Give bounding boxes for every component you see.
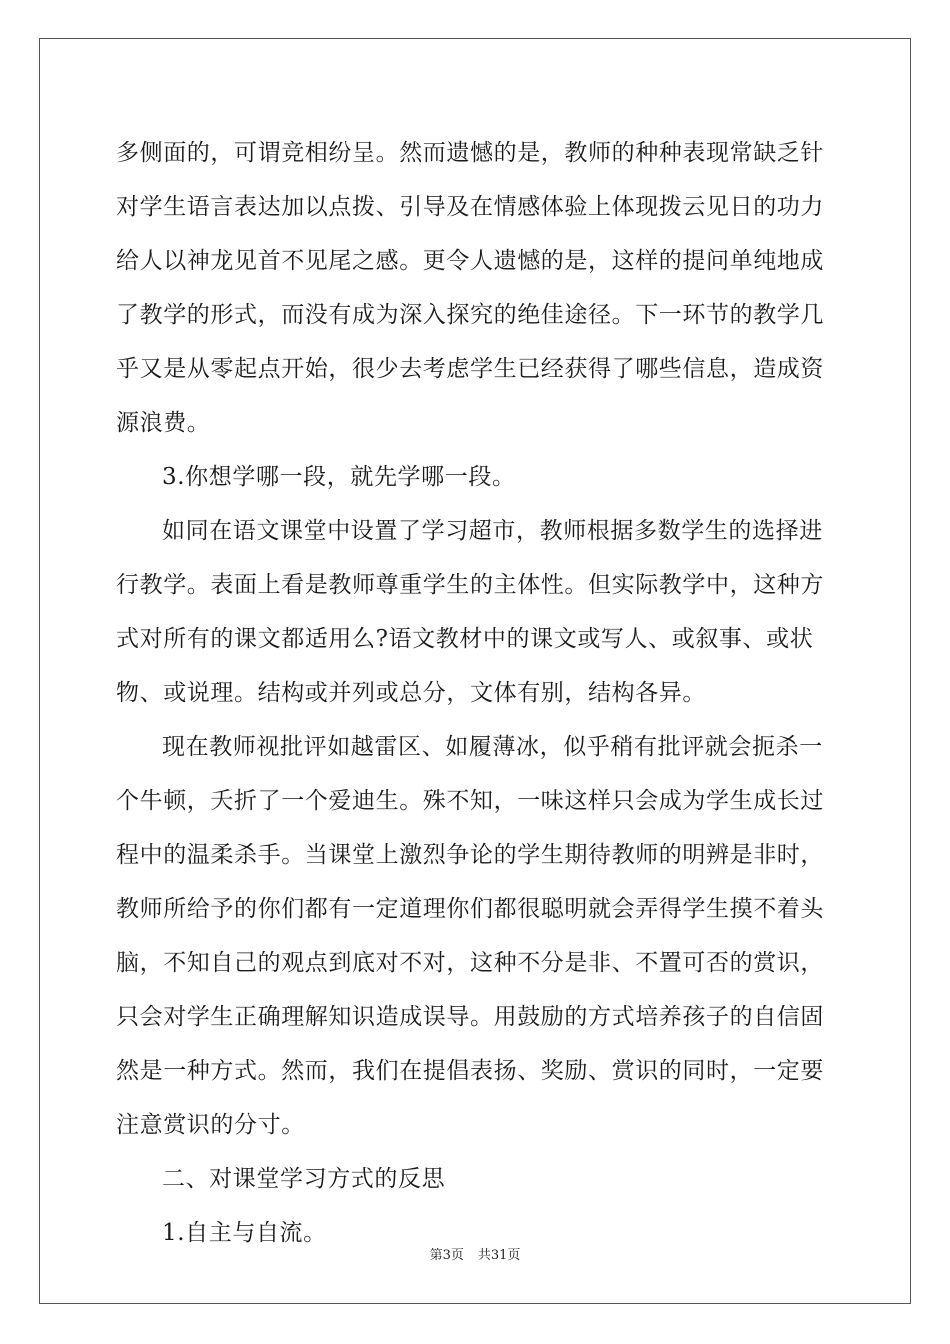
text-line: 物、或说理。结构或并列或总分，文体有别，结构各异。 (116, 680, 706, 706)
page-number: 第3页 (429, 1248, 464, 1263)
text-line: 乎又是从零起点开始，很少去考虑学生已经获得了哪些信息，造成资 (116, 356, 824, 382)
text-line: 对学生语言表达加以点拨、引导及在情感体验上体现拨云见日的功力 (116, 194, 824, 220)
text-line: 现在教师视批评如越雷区、如履薄冰，似乎稍有批评就会扼杀一 (162, 734, 823, 760)
text-line: 注意赏识的分寸。 (116, 1112, 305, 1138)
text-line: 然是一种方式。然而，我们在提倡表扬、奖励、赏识的同时，一定要 (116, 1058, 824, 1084)
text-line: 脑，不知自己的观点到底对不对，这种不分是非、不置可否的赏识， (116, 950, 824, 976)
text-line: 二、对课堂学习方式的反思 (162, 1166, 446, 1192)
text-line: 式对所有的课文都适用么?语文教材中的课文或写人、或叙事、或状 (116, 626, 814, 652)
text-line: 源浪费。 (116, 410, 211, 436)
page-total: 共31页 (477, 1248, 521, 1263)
text-line: 行教学。表面上看是教师尊重学生的主体性。但实际教学中，这种方 (116, 572, 824, 598)
document-body (116, 126, 836, 1260)
text-line: 给人以神龙见首不见尾之感。更令人遗憾的是，这样的提问单纯地成 (116, 248, 824, 274)
text-line: 3.你想学哪一段，就先学哪一段。 (162, 464, 516, 490)
text-line: 程中的温柔杀手。当课堂上激烈争论的学生期待教师的明辨是非时， (116, 842, 824, 868)
text-line: 个牛顿，夭折了一个爱迪生。殊不知，一味这样只会成为学生成长过 (116, 788, 824, 814)
text-line: 如同在语文课堂中设置了学习超市，教师根据多数学生的选择进 (162, 518, 823, 544)
text-line: 教师所给予的你们都有一定道理你们都很聪明就会弄得学生摸不着头 (116, 896, 824, 922)
text-line: 1.自主与自流。 (162, 1220, 327, 1246)
text-line: 了教学的形式，而没有成为深入探究的绝佳途径。下一环节的教学几 (116, 302, 824, 328)
text-line: 多侧面的，可谓竞相纷呈。然而遗憾的是，教师的种种表现常缺乏针 (116, 140, 824, 166)
text-line: 只会对学生正确理解知识造成误导。用鼓励的方式培养孩子的自信固 (116, 1004, 824, 1030)
page-footer (0, 1247, 950, 1265)
